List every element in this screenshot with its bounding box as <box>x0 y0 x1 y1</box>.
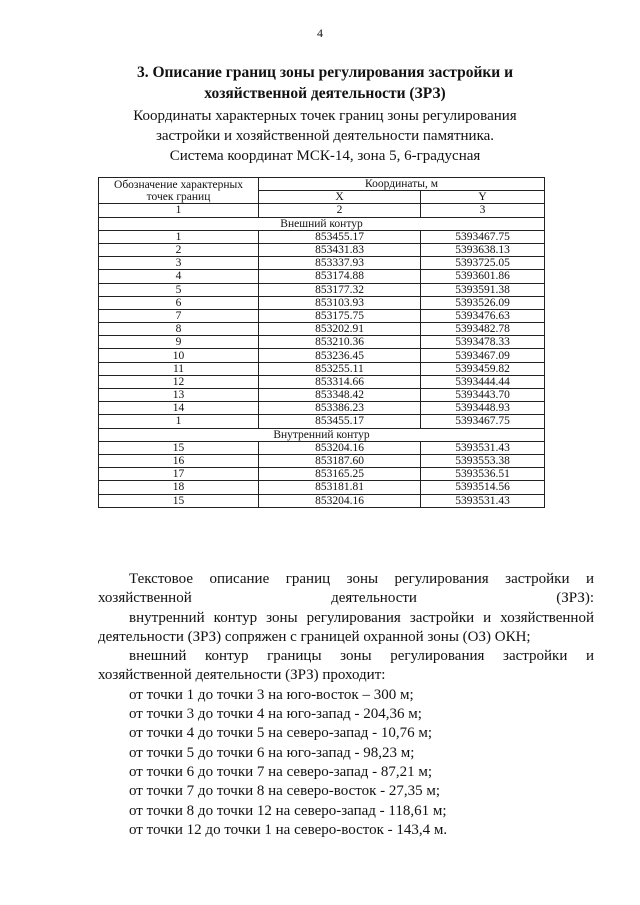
point-id-cell: 17 <box>99 468 259 481</box>
point-id-cell: 14 <box>99 402 259 415</box>
outer-contour-paragraph: внешний контур границы зоны регулирования застройки и хозяйственной деятельности (ЗРЗ) проходит: <box>98 648 594 684</box>
x-coordinate-cell: 853175.75 <box>259 309 421 322</box>
header-points <box>99 178 259 204</box>
y-coordinate-cell: 5393459.82 <box>421 362 545 375</box>
column-index: 1 <box>99 204 259 217</box>
header-coordinates: Координаты, м <box>259 178 545 191</box>
table-row <box>99 402 545 415</box>
y-coordinate-cell: 5393467.09 <box>421 349 545 362</box>
y-coordinate-cell: 5393531.43 <box>421 441 545 454</box>
boundary-segment-item: от точки 8 до точки 12 на северо-запад - 118,61 м; <box>129 802 447 819</box>
point-id-cell: 5 <box>99 283 259 296</box>
y-coordinate-cell: 5393531.43 <box>421 494 545 507</box>
caption-line: Координаты характерных точек границ зоны регулирования <box>133 108 517 124</box>
header-points-line: точек границ <box>146 190 211 203</box>
point-id-cell: 11 <box>99 362 259 375</box>
intro-paragraph: Текстовое описание границ зоны регулирования застройки и хозяйственной деятельности (ЗРЗ): <box>98 571 594 607</box>
point-id-cell: 6 <box>99 296 259 309</box>
point-id-cell: 2 <box>99 243 259 256</box>
table-row <box>99 349 545 362</box>
boundary-segment-item: от точки 12 до точки 1 на северо-восток - 143,4 м. <box>129 821 448 838</box>
point-id-cell: 4 <box>99 270 259 283</box>
section-row-inner <box>99 428 545 441</box>
y-coordinate-cell: 5393476.63 <box>421 309 545 322</box>
point-id-cell: 9 <box>99 336 259 349</box>
y-coordinate-cell: 5393526.09 <box>421 296 545 309</box>
point-id-cell: 13 <box>99 389 259 402</box>
y-coordinate-cell: 5393467.75 <box>421 415 545 428</box>
y-coordinate-cell: 5393467.75 <box>421 230 545 243</box>
x-coordinate-cell: 853337.93 <box>259 257 421 270</box>
y-coordinate-cell: 5393444.44 <box>421 375 545 388</box>
x-coordinate-cell: 853255.11 <box>259 362 421 375</box>
y-coordinate-cell: 5393591.38 <box>421 283 545 296</box>
column-index: 3 <box>421 204 545 217</box>
point-id-cell: 8 <box>99 323 259 336</box>
x-coordinate-cell: 853174.88 <box>259 270 421 283</box>
header-y: Y <box>421 191 545 204</box>
column-index: 2 <box>259 204 421 217</box>
y-coordinate-cell: 5393514.56 <box>421 481 545 494</box>
x-coordinate-cell: 853455.17 <box>259 230 421 243</box>
table-row <box>99 494 545 507</box>
inner-contour-paragraph: внутренний контур зоны регулирования застройки и хозяйственной деятельности (ЗРЗ) сопряжен с границей охранной зоны (ОЗ) ОКН; <box>98 609 594 645</box>
outer-contour-label: Внешний контур <box>99 217 545 230</box>
boundary-segment-item: от точки 4 до точки 5 на северо-запад - 10,76 м; <box>129 725 433 742</box>
header-points-line: Обозначение характерных <box>114 178 243 191</box>
x-coordinate-cell: 853210.36 <box>259 336 421 349</box>
table-row <box>99 283 545 296</box>
point-id-cell: 1 <box>99 230 259 243</box>
point-id-cell: 18 <box>99 481 259 494</box>
page-number: 4 <box>317 26 323 40</box>
table-row <box>99 389 545 402</box>
table-row <box>99 230 545 243</box>
table-row <box>99 415 545 428</box>
table-row <box>99 441 545 454</box>
x-coordinate-cell: 853103.93 <box>259 296 421 309</box>
y-coordinate-cell: 5393638.13 <box>421 243 545 256</box>
table-row <box>99 257 545 270</box>
section-heading: 3. Описание границ зоны регулирования застройки и хозяйственной деятельности (ЗРЗ) <box>136 64 514 102</box>
table-row <box>99 468 545 481</box>
table-row <box>99 481 545 494</box>
point-id-cell: 16 <box>99 454 259 467</box>
table-row <box>99 454 545 467</box>
y-coordinate-cell: 5393482.78 <box>421 323 545 336</box>
table-row <box>99 243 545 256</box>
inner-contour-label: Внутренний контур <box>99 428 545 441</box>
x-coordinate-cell: 853202.91 <box>259 323 421 336</box>
column-index-row <box>99 204 545 217</box>
x-coordinate-cell: 853204.16 <box>259 441 421 454</box>
x-coordinate-cell: 853348.42 <box>259 389 421 402</box>
header-x: X <box>259 191 421 204</box>
x-coordinate-cell: 853386.23 <box>259 402 421 415</box>
y-coordinate-cell: 5393478.33 <box>421 336 545 349</box>
section-row-outer <box>99 217 545 230</box>
table-row <box>99 362 545 375</box>
x-coordinate-cell: 853236.45 <box>259 349 421 362</box>
x-coordinate-cell: 853314.66 <box>259 375 421 388</box>
y-coordinate-cell: 5393443.70 <box>421 389 545 402</box>
caption-line: застройки и хозяйственной деятельности памятника. <box>155 128 495 144</box>
y-coordinate-cell: 5393553.38 <box>421 454 545 467</box>
x-coordinate-cell: 853165.25 <box>259 468 421 481</box>
table-row <box>99 336 545 349</box>
y-coordinate-cell: 5393448.93 <box>421 402 545 415</box>
boundary-segment-item: от точки 7 до точки 8 на северо-восток - 27,35 м; <box>129 783 441 800</box>
boundary-segment-item: от точки 3 до точки 4 на юго-запад - 204,36 м; <box>129 706 422 723</box>
point-id-cell: 7 <box>99 309 259 322</box>
point-id-cell: 10 <box>99 349 259 362</box>
x-coordinate-cell: 853455.17 <box>259 415 421 428</box>
table-row <box>99 323 545 336</box>
y-coordinate-cell: 5393536.51 <box>421 468 545 481</box>
table-row <box>99 309 545 322</box>
x-coordinate-cell: 853431.83 <box>259 243 421 256</box>
table-header-row <box>99 178 545 191</box>
x-coordinate-cell: 853181.81 <box>259 481 421 494</box>
boundary-segment-item: от точки 5 до точки 6 на юго-запад - 98,23 м; <box>129 744 415 761</box>
table-row <box>99 375 545 388</box>
x-coordinate-cell: 853204.16 <box>259 494 421 507</box>
caption-line: Система координат МСК-14, зона 5, 6-градусная <box>169 148 481 164</box>
table-row <box>99 270 545 283</box>
point-id-cell: 12 <box>99 375 259 388</box>
boundary-description <box>98 570 594 840</box>
point-id-cell: 15 <box>99 494 259 507</box>
boundary-segment-item: от точки 1 до точки 3 на юго-восток – 300 м; <box>129 686 414 703</box>
point-id-cell: 3 <box>99 257 259 270</box>
y-coordinate-cell: 5393601.86 <box>421 270 545 283</box>
point-id-cell: 15 <box>99 441 259 454</box>
table-row <box>99 296 545 309</box>
y-coordinate-cell: 5393725.05 <box>421 257 545 270</box>
boundary-segment-item: от точки 6 до точки 7 на северо-запад - 87,21 м; <box>129 763 433 780</box>
x-coordinate-cell: 853177.32 <box>259 283 421 296</box>
point-id-cell: 1 <box>99 415 259 428</box>
table-caption <box>100 106 550 166</box>
coordinates-table <box>98 177 545 508</box>
x-coordinate-cell: 853187.60 <box>259 454 421 467</box>
